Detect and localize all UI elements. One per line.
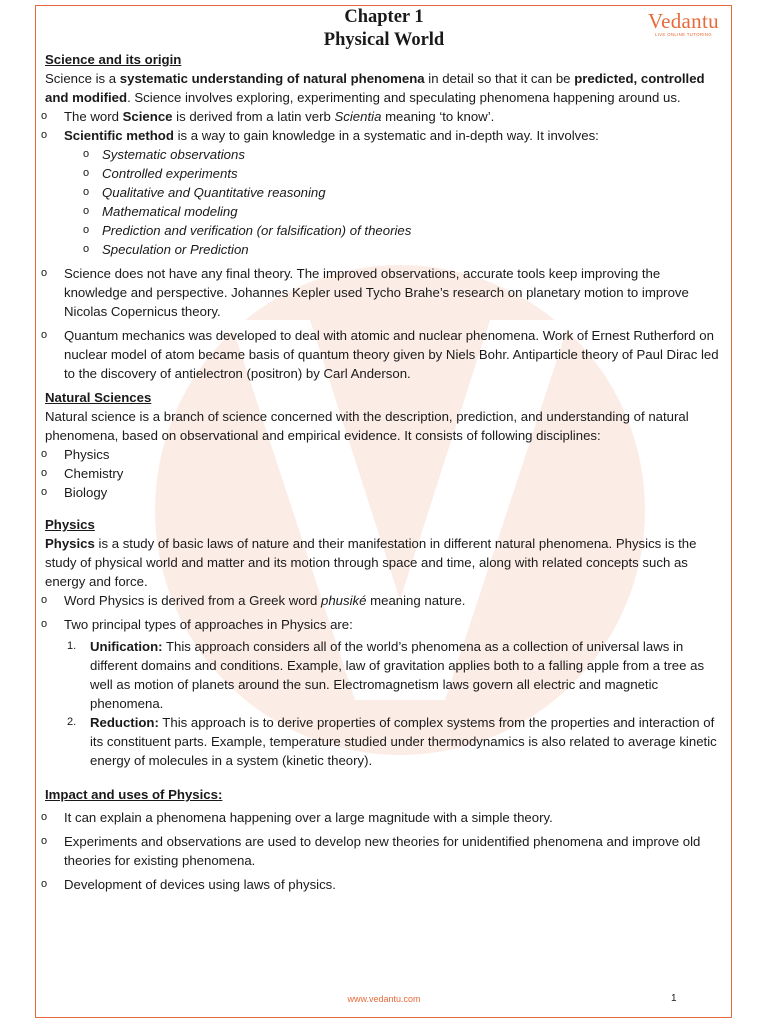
logo-tagline: LIVE ONLINE TUTORING [654,32,712,37]
list-item: o Physics [45,445,723,464]
sub-list-item: o Mathematical modeling [83,202,723,221]
section-heading-impact-uses: Impact and uses of Physics: [45,787,223,802]
list-item: o Word Physics is derived from a Greek word phusiké meaning nature. [45,591,723,610]
list-item: o Chemistry [45,464,723,483]
section-heading-natural-sciences: Natural Sciences [45,390,152,405]
physics-bullets [45,591,723,634]
list-item: o Science does not have any final theory. The improved observations, accurate tools keep improving the knowledge and perspective. Johannes Kepler used Tycho Brahe’s research on planetary motion to improve Nicolas Copernicus theory. [45,264,723,321]
section-heading-science-origin: Science and its origin [45,52,182,67]
discipline-list [45,445,723,502]
numbered-item-reduction: 2. Reduction: This approach is to derive properties of complex systems from the properties and interaction of its constituent parts. Example, temperature studied under thermodynamics is also related to average kinetic energy of molecules in a system (kinetic theory). [67,715,717,768]
numbered-item-unification: 1. Unification: This approach considers all of the world’s phenomena as a collection of universal laws in different domains and conditions. Example, law of gravitation applies both to a falling apple from a tree as well as motion of planets around the sun. Electromagnetism laws govern all electric and magnetic phenomena. [67,639,705,711]
science-bullets [45,107,723,383]
logo-name: Vedantu [648,9,719,33]
footer-url[interactable]: www.vedantu.com [347,994,421,1004]
list-item: o Biology [45,483,723,502]
document-body [45,6,723,894]
list-item: o It can explain a phenomena happening over a large magnitude with a simple theory. [45,808,723,827]
list-item: o Scientific method is a way to gain knowledge in a systematic and in-depth way. It involves: o Systematic observations o Controlled experiments o Qualitative and Quantitative reasoning o Mathematical modeling o Prediction and verification (or falsification) of theories o Speculation or Prediction [45,126,723,259]
chapter-number: Chapter 1 [344,7,424,27]
list-item: o The word Science is derived from a latin verb Scientia meaning ‘to know’. [45,107,723,126]
sub-list-item: o Speculation or Prediction [83,240,723,259]
list-item: o Experiments and observations are used to develop new theories for unidentified phenomena and improve old theories for existing phenomena. [45,832,723,870]
list-item: o Development of devices using laws of physics. [45,875,723,894]
list-item: o Quantum mechanics was developed to deal with atomic and nuclear phenomena. Work of Ernest Rutherford on nuclear model of atom became basis of quantum theory given by Niels Bohr. Antiparticle theory of Paul Dirac led to the discovery of antielectron (positron) by Carl Anderson. [45,326,723,383]
science-definition: Science is a systematic understanding of natural phenomena in detail so that it can be predicted, controlled and modified. Science involves exploring, experimenting and speculating phenomena happening around us. [45,71,705,105]
chapter-title: Physical World [323,30,445,50]
list-item: o Two principal types of approaches in Physics are: [45,615,723,634]
impact-list [45,808,723,894]
section-heading-physics: Physics [45,517,95,532]
sub-list-item: o Systematic observations [83,145,723,164]
scientific-method-steps [45,145,723,259]
sub-list-item: o Prediction and verification (or falsification) of theories [83,221,723,240]
page-number: 1 [671,993,677,1004]
sub-list-item: o Controlled experiments [83,164,723,183]
sub-list-item: o Qualitative and Quantitative reasoning [83,183,723,202]
natural-science-definition: Natural science is a branch of science concerned with the description, prediction, and understanding of natural phenomena, based on observational and empirical evidence. It consists of following disciplines: [45,409,689,443]
physics-definition: Physics is a study of basic laws of nature and their manifestation in different natural phenomena. Physics is the study of physical world and matter and its motion through space and time, along with related concepts such as energy and force. [45,536,697,589]
approach-list [45,637,723,770]
